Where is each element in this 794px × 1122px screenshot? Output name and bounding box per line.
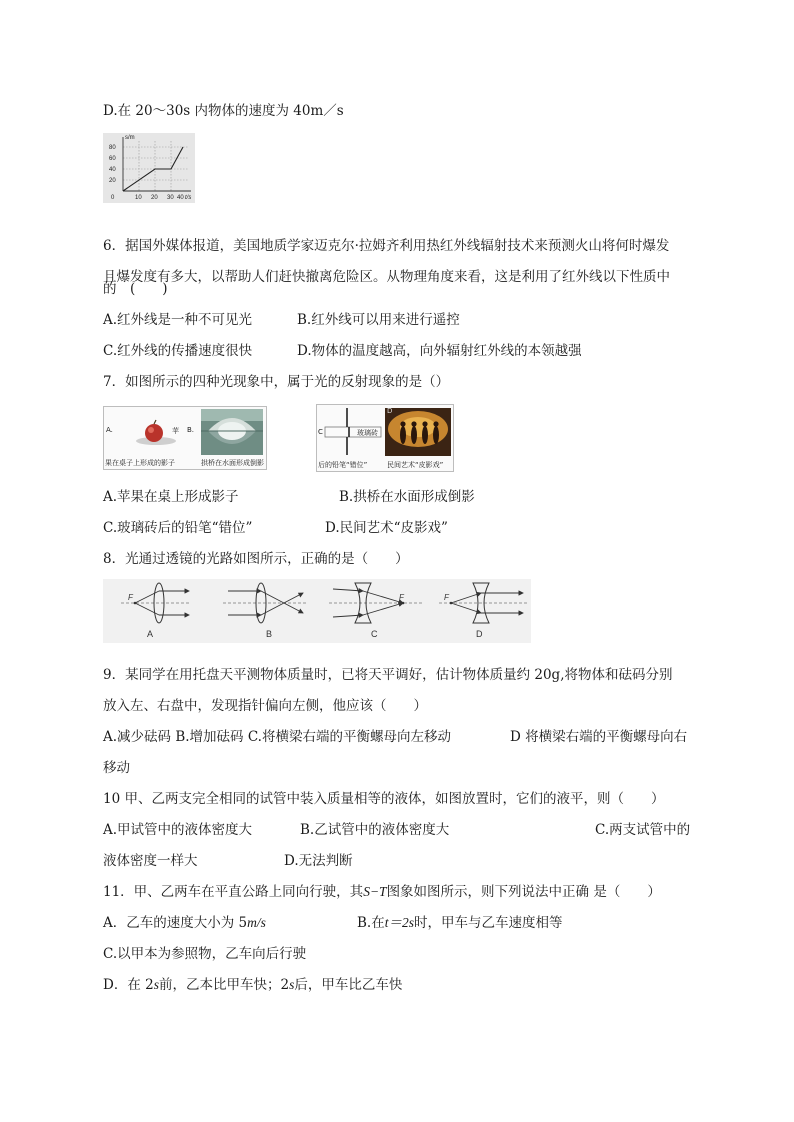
q8-diagram-b xyxy=(223,583,308,639)
q9-option-d-continued: 移动 xyxy=(103,760,130,776)
q8-focus-label: F xyxy=(128,593,133,602)
q11-option-b-start: B.在 xyxy=(357,915,385,931)
q10-stem: 10 甲、乙两支完全相同的试管中装入质量相等的液体，如图放置时，它们的液平，则（ ） xyxy=(103,791,665,807)
q8-label-d: D xyxy=(476,629,483,639)
q7-fig-b-caption: 拱桥在水面形成倒影 xyxy=(201,459,264,467)
graph-y-axis-label: s/m xyxy=(125,135,135,141)
q8-stem: 8．光通过透镜的光路如图所示，正确的是（ ） xyxy=(103,551,409,567)
q6-option-d: D.物体的温度越高，向外辐射红外线的本领越强 xyxy=(297,343,582,359)
graph-x-tick: 0 xyxy=(111,195,115,201)
q7-fig-a-letter: A. xyxy=(106,426,113,434)
q9-stem-line2: 放入左、右盘中，发现指针偏向左侧，他应该（ ） xyxy=(103,698,427,714)
q5-st-graph xyxy=(103,133,195,203)
q11-option-b-math: t＝2s xyxy=(384,915,414,930)
graph-x-tick: 20 xyxy=(151,195,158,201)
q11-option-a-text: A．乙车的速度大小为 5 xyxy=(103,915,248,931)
q11-stem-end: 图象如图所示，则下列说法中正确 是（ ） xyxy=(386,884,661,900)
graph-y-tick: 80 xyxy=(109,145,116,151)
q10-option-d: D.无法判断 xyxy=(284,853,353,869)
graph-y-tick: 20 xyxy=(109,178,116,184)
q11-option-d-unit1: s xyxy=(153,977,159,992)
q10-option-a: A.甲试管中的液体密度大 xyxy=(103,822,253,838)
q8-lens-diagrams xyxy=(103,579,531,643)
q11-option-d-unit2: s xyxy=(289,977,295,992)
q7-option-d: D.民间艺术“皮影戏” xyxy=(325,520,448,536)
q9-option-d: D 将横梁右端的平衡螺母向右 xyxy=(510,729,688,745)
q6-option-a: A.红外线是一种不可见光 xyxy=(103,312,253,328)
q7-fig-b-letter: B. xyxy=(187,426,195,434)
q10-option-c-continued: 液体密度一样大 xyxy=(103,853,198,869)
graph-x-tick: 10 xyxy=(135,195,142,201)
q10-option-c: C.两支试管中的 xyxy=(595,822,691,838)
q7-figure-ab xyxy=(103,406,267,470)
q11-option-b-end: 时，甲车与乙车速度相等 xyxy=(413,915,563,931)
q11-option-d-part3: 后，甲车比乙车快 xyxy=(294,977,403,993)
q7-fig-c-letter: C xyxy=(318,428,323,436)
q5-option-d: D.在 20～30s 内物体的速度为 40m／s xyxy=(103,103,344,119)
q8-diagram-a xyxy=(121,583,191,639)
q8-focus-label: F xyxy=(399,593,404,602)
q7-stem: 7．如图所示的四种光现象中，属于光的反射现象的是（） xyxy=(103,374,450,390)
q8-label-c: C xyxy=(371,629,378,639)
q6-stem-line3-visible: 的 ( ) xyxy=(103,281,168,297)
q7-fig-c-side-label: 玻璃砖 xyxy=(357,429,378,437)
q9-stem-line1: 9．某同学在用托盘天平测物体质量时，已将天平调好，估计物体质量约 20g,将物体和砝码分别 xyxy=(103,667,673,683)
graph-x-tick: 40 xyxy=(177,195,184,201)
q8-diagram-d xyxy=(439,583,527,639)
q7-fig-extra-char: 苹 xyxy=(172,427,179,435)
q11-option-d-part2: 前，乙本比甲车快；2 xyxy=(158,977,290,993)
q9-options-abc: A.减少砝码 B.增加砝码 C.将横梁右端的平衡螺母向左移动 xyxy=(103,729,451,745)
q7-option-b: B.拱桥在水面形成倒影 xyxy=(339,489,475,505)
q11-option-a xyxy=(103,914,266,932)
q7-figure-cd xyxy=(316,404,454,472)
q11-stem-start: 11．甲、乙两车在平直公路上同向行驶，其 xyxy=(103,884,364,900)
q11-option-d-part1: D．在 2 xyxy=(103,977,154,993)
q7-option-c: C.玻璃砖后的铅笔“错位” xyxy=(103,520,253,536)
q7-fig-d-letter: D xyxy=(387,407,393,415)
q6-option-b: B.红外线可以用来进行遥控 xyxy=(297,312,460,328)
q11-option-d xyxy=(103,976,402,994)
q10-option-b: B.乙试管中的液体密度大 xyxy=(300,822,450,838)
graph-x-tick: 30 xyxy=(167,195,174,201)
graph-y-tick: 60 xyxy=(109,156,116,162)
q6-stem-line1: 6．据国外媒体报道，美国地质学家迈克尔·拉姆齐利用热红外线辐射技术来预测火山将何时爆发 xyxy=(103,238,670,254)
graph-x-axis-label: t/s xyxy=(185,195,192,201)
q11-option-a-unit: m/s xyxy=(247,915,266,930)
q11-stem xyxy=(103,883,661,901)
q8-focus-label: F xyxy=(444,593,449,602)
graph-y-tick: 40 xyxy=(109,167,116,173)
q8-diagram-c xyxy=(329,583,423,639)
q8-label-b: B xyxy=(266,629,273,639)
q7-fig-d-caption: 民间艺术“皮影戏” xyxy=(387,461,444,469)
q6-option-c: C.红外线的传播速度很快 xyxy=(103,343,253,359)
q7-fig-c-caption: 后的铅笔“错位” xyxy=(318,461,368,469)
q7-option-a: A.苹果在桌上形成影子 xyxy=(103,489,239,505)
q6-stem-line2: 且爆发度有多大，以帮助人们赶快撤离危险区。从物理角度来看，这是利用了红外线以下性质中 xyxy=(103,269,670,285)
q11-option-b xyxy=(357,914,562,932)
q11-option-c: C.以甲本为参照物，乙车向后行驶 xyxy=(103,946,307,962)
q11-stem-math: S−T xyxy=(363,884,387,899)
q8-label-a: A xyxy=(147,629,154,639)
q7-fig-a-caption: 果在桌子上形成的影子 xyxy=(105,459,175,467)
